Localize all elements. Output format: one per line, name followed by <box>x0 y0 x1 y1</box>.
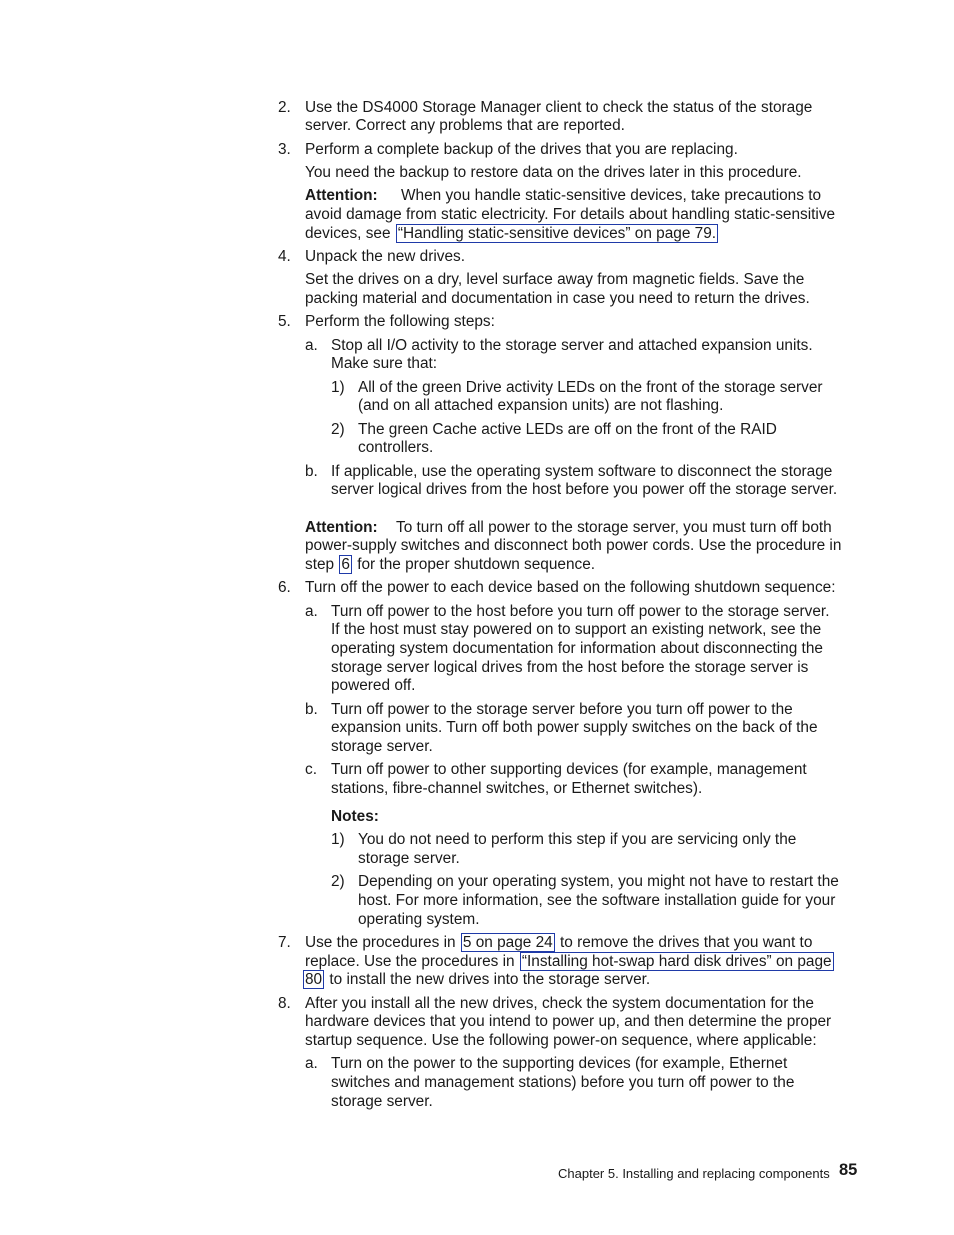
attention-text <box>305 225 719 244</box>
step-text-pre: Use the procedures in <box>305 934 460 951</box>
step-text <box>302 971 650 990</box>
step-text: Set the drives on a dry, level surface away from magnetic fields. Save the <box>305 271 805 288</box>
substep-letter: a. <box>305 603 318 620</box>
footer-chapter-title: Chapter 5. Installing and replacing components <box>558 1166 830 1181</box>
item-text: You do not need to perform this step if you are servicing only the <box>358 831 797 848</box>
item-text: storage server. <box>358 850 460 867</box>
attention-text <box>305 556 595 575</box>
step-text: packing material and documentation in case you need to return the drives. <box>305 290 810 307</box>
step-text-pre: replace. Use the procedures in <box>305 953 519 970</box>
attention-text: When you handle static-sensitive devices, take precautions to <box>401 187 822 204</box>
substep-text: If the host must stay powered on to support an existing network, see the <box>331 621 822 638</box>
step-number: 7. <box>278 934 291 951</box>
step-number: 5. <box>278 313 291 330</box>
step-text: Use the DS4000 Storage Manager client to check the status of the storage <box>305 99 813 116</box>
substep-letter: a. <box>305 1055 318 1072</box>
substep-letter: c. <box>305 761 317 778</box>
xref-link-page-80[interactable]: 80 <box>305 971 323 988</box>
substep-text: Make sure that: <box>331 355 438 372</box>
substep-text: switches and management stations) before you turn off power to the <box>331 1074 795 1091</box>
step-text: You need the backup to restore data on the drives later in this procedure. <box>305 164 802 181</box>
attention-text-pre: step <box>305 556 339 573</box>
substep-text: storage server. <box>331 1093 433 1110</box>
step-text: After you install all the new drives, check the system documentation for the <box>305 995 814 1012</box>
substep-text: If applicable, use the operating system software to disconnect the storage <box>331 463 833 480</box>
substep-text: server logical drives from the host before you power off the storage server. <box>331 481 838 498</box>
xref-link-page-24[interactable]: 5 on page 24 <box>462 934 553 951</box>
item-number: 1) <box>331 379 345 396</box>
item-text: All of the green Drive activity LEDs on the front of the storage server <box>358 379 823 396</box>
step-text-post: to install the new drives into the storage server. <box>325 971 651 988</box>
item-number: 2) <box>331 873 345 890</box>
substep-letter: a. <box>305 337 318 354</box>
step-text-post: to remove the drives that you want to <box>555 934 813 951</box>
step-number: 3. <box>278 141 291 158</box>
item-text: operating system. <box>358 911 480 928</box>
substep-text: Turn off power to other supporting devices (for example, management <box>331 761 807 778</box>
item-text: (and on all attached expansion units) are not flashing. <box>358 397 724 414</box>
substep-text: Turn on the power to the supporting devices (for example, Ethernet <box>331 1055 788 1072</box>
attention-label: Attention: <box>305 187 378 204</box>
footer-page-number: 85 <box>839 1161 858 1179</box>
substep-letter: b. <box>305 701 318 718</box>
step-text <box>305 953 835 972</box>
step-text: startup sequence. Use the following power-on sequence, where applicable: <box>305 1032 817 1049</box>
step-text: Unpack the new drives. <box>305 248 465 265</box>
substep-text: storage server logical drives from the host before the storage server is <box>331 659 809 676</box>
step-number: 6. <box>278 579 291 596</box>
attention-text: avoid damage from static electricity. For details about handling static-sensitive <box>305 206 836 223</box>
attention-text: To turn off all power to the storage server, you must turn off both <box>396 519 832 536</box>
item-text: controllers. <box>358 439 434 456</box>
substep-text: stations, fibre-channel switches, or Ethernet switches). <box>331 780 703 797</box>
item-number: 1) <box>331 831 345 848</box>
step-number: 4. <box>278 248 291 265</box>
step-text: Perform the following steps: <box>305 313 495 330</box>
attention-text-post: for the proper shutdown sequence. <box>352 556 596 573</box>
step-number: 8. <box>278 995 291 1012</box>
item-text: host. For more information, see the software installation guide for your <box>358 892 836 909</box>
item-number: 2) <box>331 421 345 438</box>
item-text: Depending on your operating system, you might not have to restart the <box>358 873 839 890</box>
xref-link-hot-swap-drives[interactable]: “Installing hot-swap hard disk drives” on page <box>521 953 832 970</box>
xref-link-static-sensitive[interactable]: “Handling static-sensitive devices” on page 79. <box>397 225 717 242</box>
substep-letter: b. <box>305 463 318 480</box>
xref-link-step-6[interactable]: 6 <box>341 556 350 573</box>
substep-text: storage server. <box>331 738 433 755</box>
attention-label: Attention: <box>305 519 378 536</box>
attention-text: power-supply switches and disconnect both power cords. Use the procedure in <box>305 537 842 554</box>
substep-text: operating system documentation for information about disconnecting the <box>331 640 823 657</box>
step-text: hardware devices that you intend to power up, and then determine the proper <box>305 1013 832 1030</box>
substep-text: Turn off power to the host before you turn off power to the storage server. <box>331 603 830 620</box>
step-text: server. Correct any problems that are reported. <box>305 117 625 134</box>
substep-text: Turn off power to the storage server before you turn off power to the <box>331 701 793 718</box>
item-text: The green Cache active LEDs are off on the front of the RAID <box>358 421 777 438</box>
substep-text: expansion units. Turn off both power supply switches on the back of the <box>331 719 818 736</box>
step-number: 2. <box>278 99 291 116</box>
attention-text-pre: devices, see <box>305 225 395 242</box>
substep-text: powered off. <box>331 677 416 694</box>
step-text <box>305 934 812 953</box>
step-text: Perform a complete backup of the drives that you are replacing. <box>305 141 738 158</box>
substep-text: Stop all I/O activity to the storage server and attached expansion units. <box>331 337 813 354</box>
step-text: Turn off the power to each device based on the following shutdown sequence: <box>305 579 836 596</box>
notes-label: Notes: <box>331 808 379 825</box>
